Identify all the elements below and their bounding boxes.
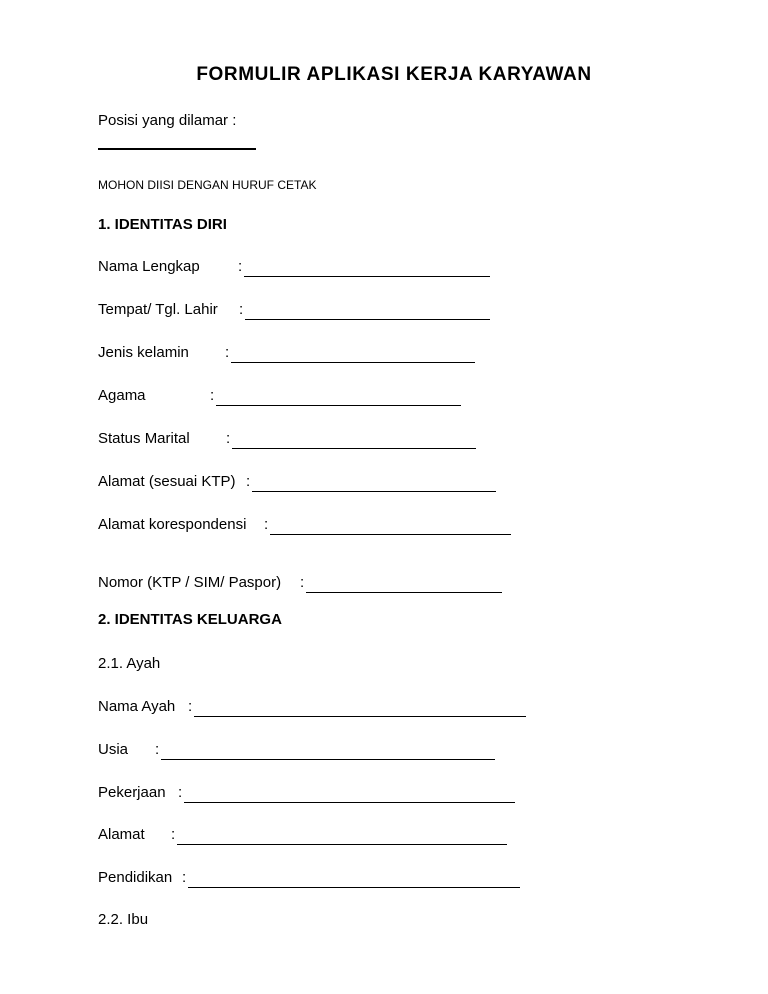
- field-label: Nama Ayah: [98, 698, 176, 715]
- field-label: Status Marital: [98, 430, 190, 447]
- field-label: Alamat: [98, 826, 145, 843]
- nomor-identitas-input-line[interactable]: [306, 592, 502, 593]
- field-label: Pekerjaan: [98, 784, 166, 801]
- pekerjaan-ayah-input-line[interactable]: [184, 802, 515, 803]
- nama-lengkap-input-line[interactable]: [244, 276, 490, 277]
- field-colon: :: [171, 826, 176, 843]
- section-identitas-keluarga-heading: 2. IDENTITAS KELUARGA: [98, 611, 282, 628]
- field-colon: :: [178, 784, 183, 801]
- usia-ayah-input-line[interactable]: [161, 759, 495, 760]
- alamat-ayah-input-line[interactable]: [177, 844, 507, 845]
- agama-input-line[interactable]: [216, 405, 461, 406]
- form-title: FORMULIR APLIKASI KERJA KARYAWAN: [196, 64, 592, 85]
- field-label: Usia: [98, 741, 129, 758]
- field-label: Tempat/ Tgl. Lahir: [98, 301, 218, 318]
- field-colon: :: [238, 258, 243, 275]
- nama-ayah-input-line[interactable]: [194, 716, 526, 717]
- field-label: Nomor (KTP / SIM/ Paspor): [98, 574, 282, 591]
- alamat-korespondensi-input-line[interactable]: [270, 534, 511, 535]
- section-identitas-diri-heading: 1. IDENTITAS DIRI: [98, 216, 227, 233]
- field-colon: :: [264, 516, 269, 533]
- subsection-ibu-heading: 2.2. Ibu: [98, 911, 149, 928]
- jenis-kelamin-input-line[interactable]: [231, 362, 475, 363]
- position-input-line[interactable]: [98, 148, 256, 150]
- field-colon: :: [300, 574, 305, 591]
- field-label: Alamat korespondensi: [98, 516, 247, 533]
- field-label: Agama: [98, 387, 146, 404]
- field-label: Alamat (sesuai KTP): [98, 473, 236, 490]
- field-label: Pendidikan: [98, 869, 173, 886]
- field-colon: :: [225, 344, 230, 361]
- status-marital-input-line[interactable]: [232, 448, 476, 449]
- field-colon: :: [188, 698, 193, 715]
- pendidikan-ayah-input-line[interactable]: [188, 887, 520, 888]
- field-colon: :: [182, 869, 187, 886]
- instruction-text: MOHON DIISI DENGAN HURUF CETAK: [98, 178, 317, 192]
- field-colon: :: [246, 473, 251, 490]
- field-colon: :: [239, 301, 244, 318]
- subsection-ayah-heading: 2.1. Ayah: [98, 655, 161, 672]
- field-colon: :: [155, 741, 160, 758]
- field-colon: :: [226, 430, 231, 447]
- position-label: Posisi yang dilamar :: [98, 112, 237, 129]
- field-colon: :: [210, 387, 215, 404]
- field-label: Jenis kelamin: [98, 344, 189, 361]
- tempat-tgl-lahir-input-line[interactable]: [245, 319, 490, 320]
- alamat-ktp-input-line[interactable]: [252, 491, 496, 492]
- field-label: Nama Lengkap: [98, 258, 200, 275]
